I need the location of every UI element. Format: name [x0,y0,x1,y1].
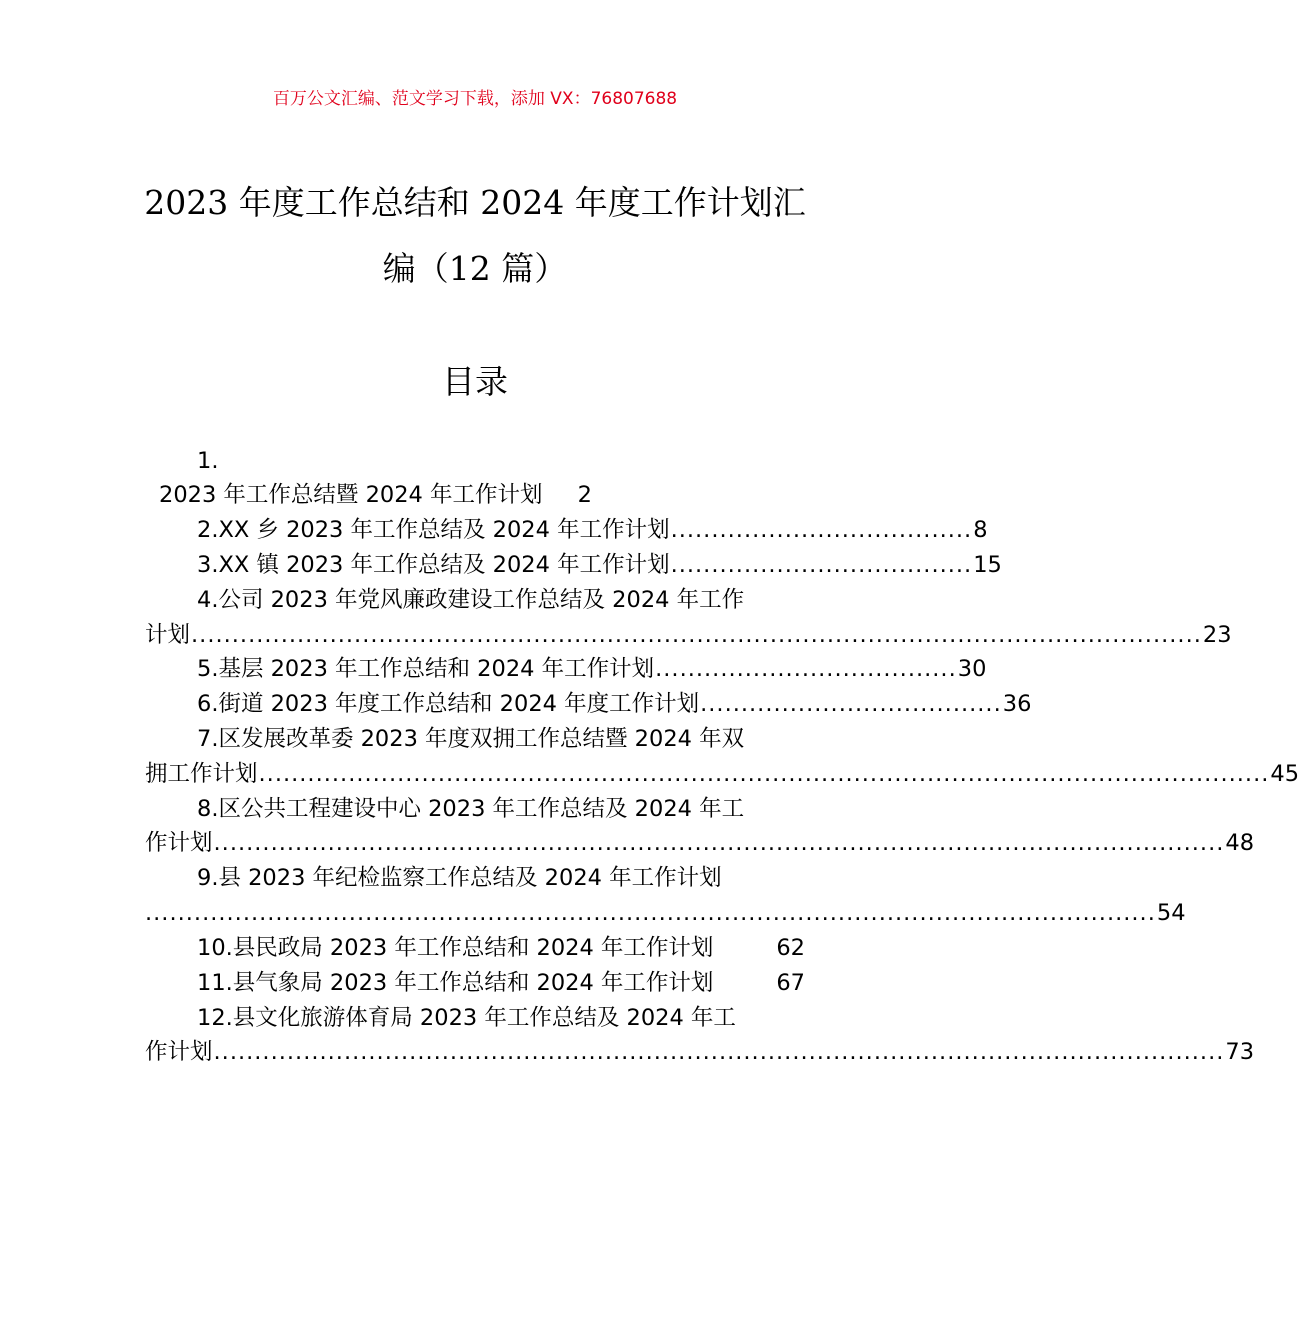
toc-entry-prefix: 1. [197,448,219,474]
toc-entry-title: 9.县 2023 年纪检监察工作总结及 2024 年工作计划 [197,865,722,891]
toc-leader: ............................................................................................................................ [213,1039,1225,1065]
toc-leader: ..................................... [670,552,973,578]
toc-entry-1-prefix-row [145,444,805,478]
toc-entry-title-cont: 作计划 [145,1039,213,1065]
document-title-line-2: 编（12 篇） [382,249,568,288]
toc-heading: 目录 [442,362,508,401]
toc-entry-title: 3.XX 镇 2023 年工作总结及 2024 年工作计划 [197,552,670,578]
toc-entry-page: 15 [973,552,1002,578]
toc-entry-title: 8.区公共工程建设中心 2023 年工作总结及 2024 年工 [197,796,745,822]
toc-entry-title: 12.县文化旅游体育局 2023 年工作总结及 2024 年工 [197,1005,736,1031]
toc-entry-title: 10.县民政局 2023 年工作总结和 2024 年工作计划 [197,935,714,961]
toc-entry-9-continued[interactable] [145,896,1186,930]
header-note: 百万公文汇编、范文学习下载，添加 VX：76807688 [272,89,678,109]
toc-entry-page: 73 [1225,1039,1255,1065]
toc-entry-title: 4.公司 2023 年党风廉政建设工作总结及 2024 年工作 [197,587,745,613]
toc-entry-title-cont: 计划 [145,622,191,648]
toc-entry-page: 67 [776,970,805,996]
toc-leader: ..................................... [655,656,957,682]
toc-entry-11[interactable] [145,966,805,1000]
toc-entry-page: 8 [973,517,988,543]
toc-leader: ..................................... [670,517,973,543]
toc-leader: ............................................................................................................................ [213,830,1225,856]
toc-entry-12[interactable] [145,1001,857,1035]
toc-entry-7-continued[interactable] [145,757,1299,791]
toc-entry-title: 2023 年工作总结暨 2024 年工作计划 [159,482,543,508]
toc-leader: ..................................... [700,691,1002,717]
toc-entry-4[interactable] [145,583,857,617]
toc-entry-page: 45 [1270,761,1299,787]
document-title-line-1: 2023 年度工作总结和 2024 年度工作计划汇 [144,183,806,222]
toc-entry-5[interactable] [145,652,987,686]
toc-entry-page: 30 [957,656,987,682]
toc-entry-3[interactable] [145,548,1002,582]
toc-entry-4-continued[interactable] [145,618,1232,652]
toc-entry-page: 62 [776,935,805,961]
toc-entry-2[interactable] [145,513,988,547]
toc-entry-12-continued[interactable] [145,1035,1255,1069]
toc-entry-title-cont: 拥工作计划 [145,761,258,787]
toc-entry-page: 23 [1202,622,1232,648]
toc-entry-1[interactable] [145,478,805,512]
toc-entry-8-continued[interactable] [145,826,1255,860]
toc-entry-title-cont: 作计划 [145,830,213,856]
toc-entry-page: 2 [577,482,592,508]
toc-entry-title: 11.县气象局 2023 年工作总结和 2024 年工作计划 [197,970,714,996]
toc-entry-9[interactable] [145,861,857,895]
toc-entry-7[interactable] [145,722,857,756]
toc-entry-title: 5.基层 2023 年工作总结和 2024 年工作计划 [197,656,655,682]
toc-entry-page: 54 [1156,900,1186,926]
toc-entry-8[interactable] [145,792,857,826]
toc-entry-6[interactable] [145,687,1032,721]
toc-entry-title: 6.街道 2023 年度工作总结和 2024 年度工作计划 [197,691,700,717]
toc-entry-title: 7.区发展改革委 2023 年度双拥工作总结暨 2024 年双 [197,726,745,752]
toc-leader: ............................................................................................................................ [145,900,1156,926]
toc-entry-page: 36 [1002,691,1032,717]
toc-leader: ............................................................................................................................ [258,761,1270,787]
toc-leader: ............................................................................................................................ [191,622,1202,648]
toc-entry-page: 48 [1225,830,1255,856]
toc-entry-title: 2.XX 乡 2023 年工作总结及 2024 年工作计划 [197,517,670,543]
toc-entry-10[interactable] [145,931,805,965]
